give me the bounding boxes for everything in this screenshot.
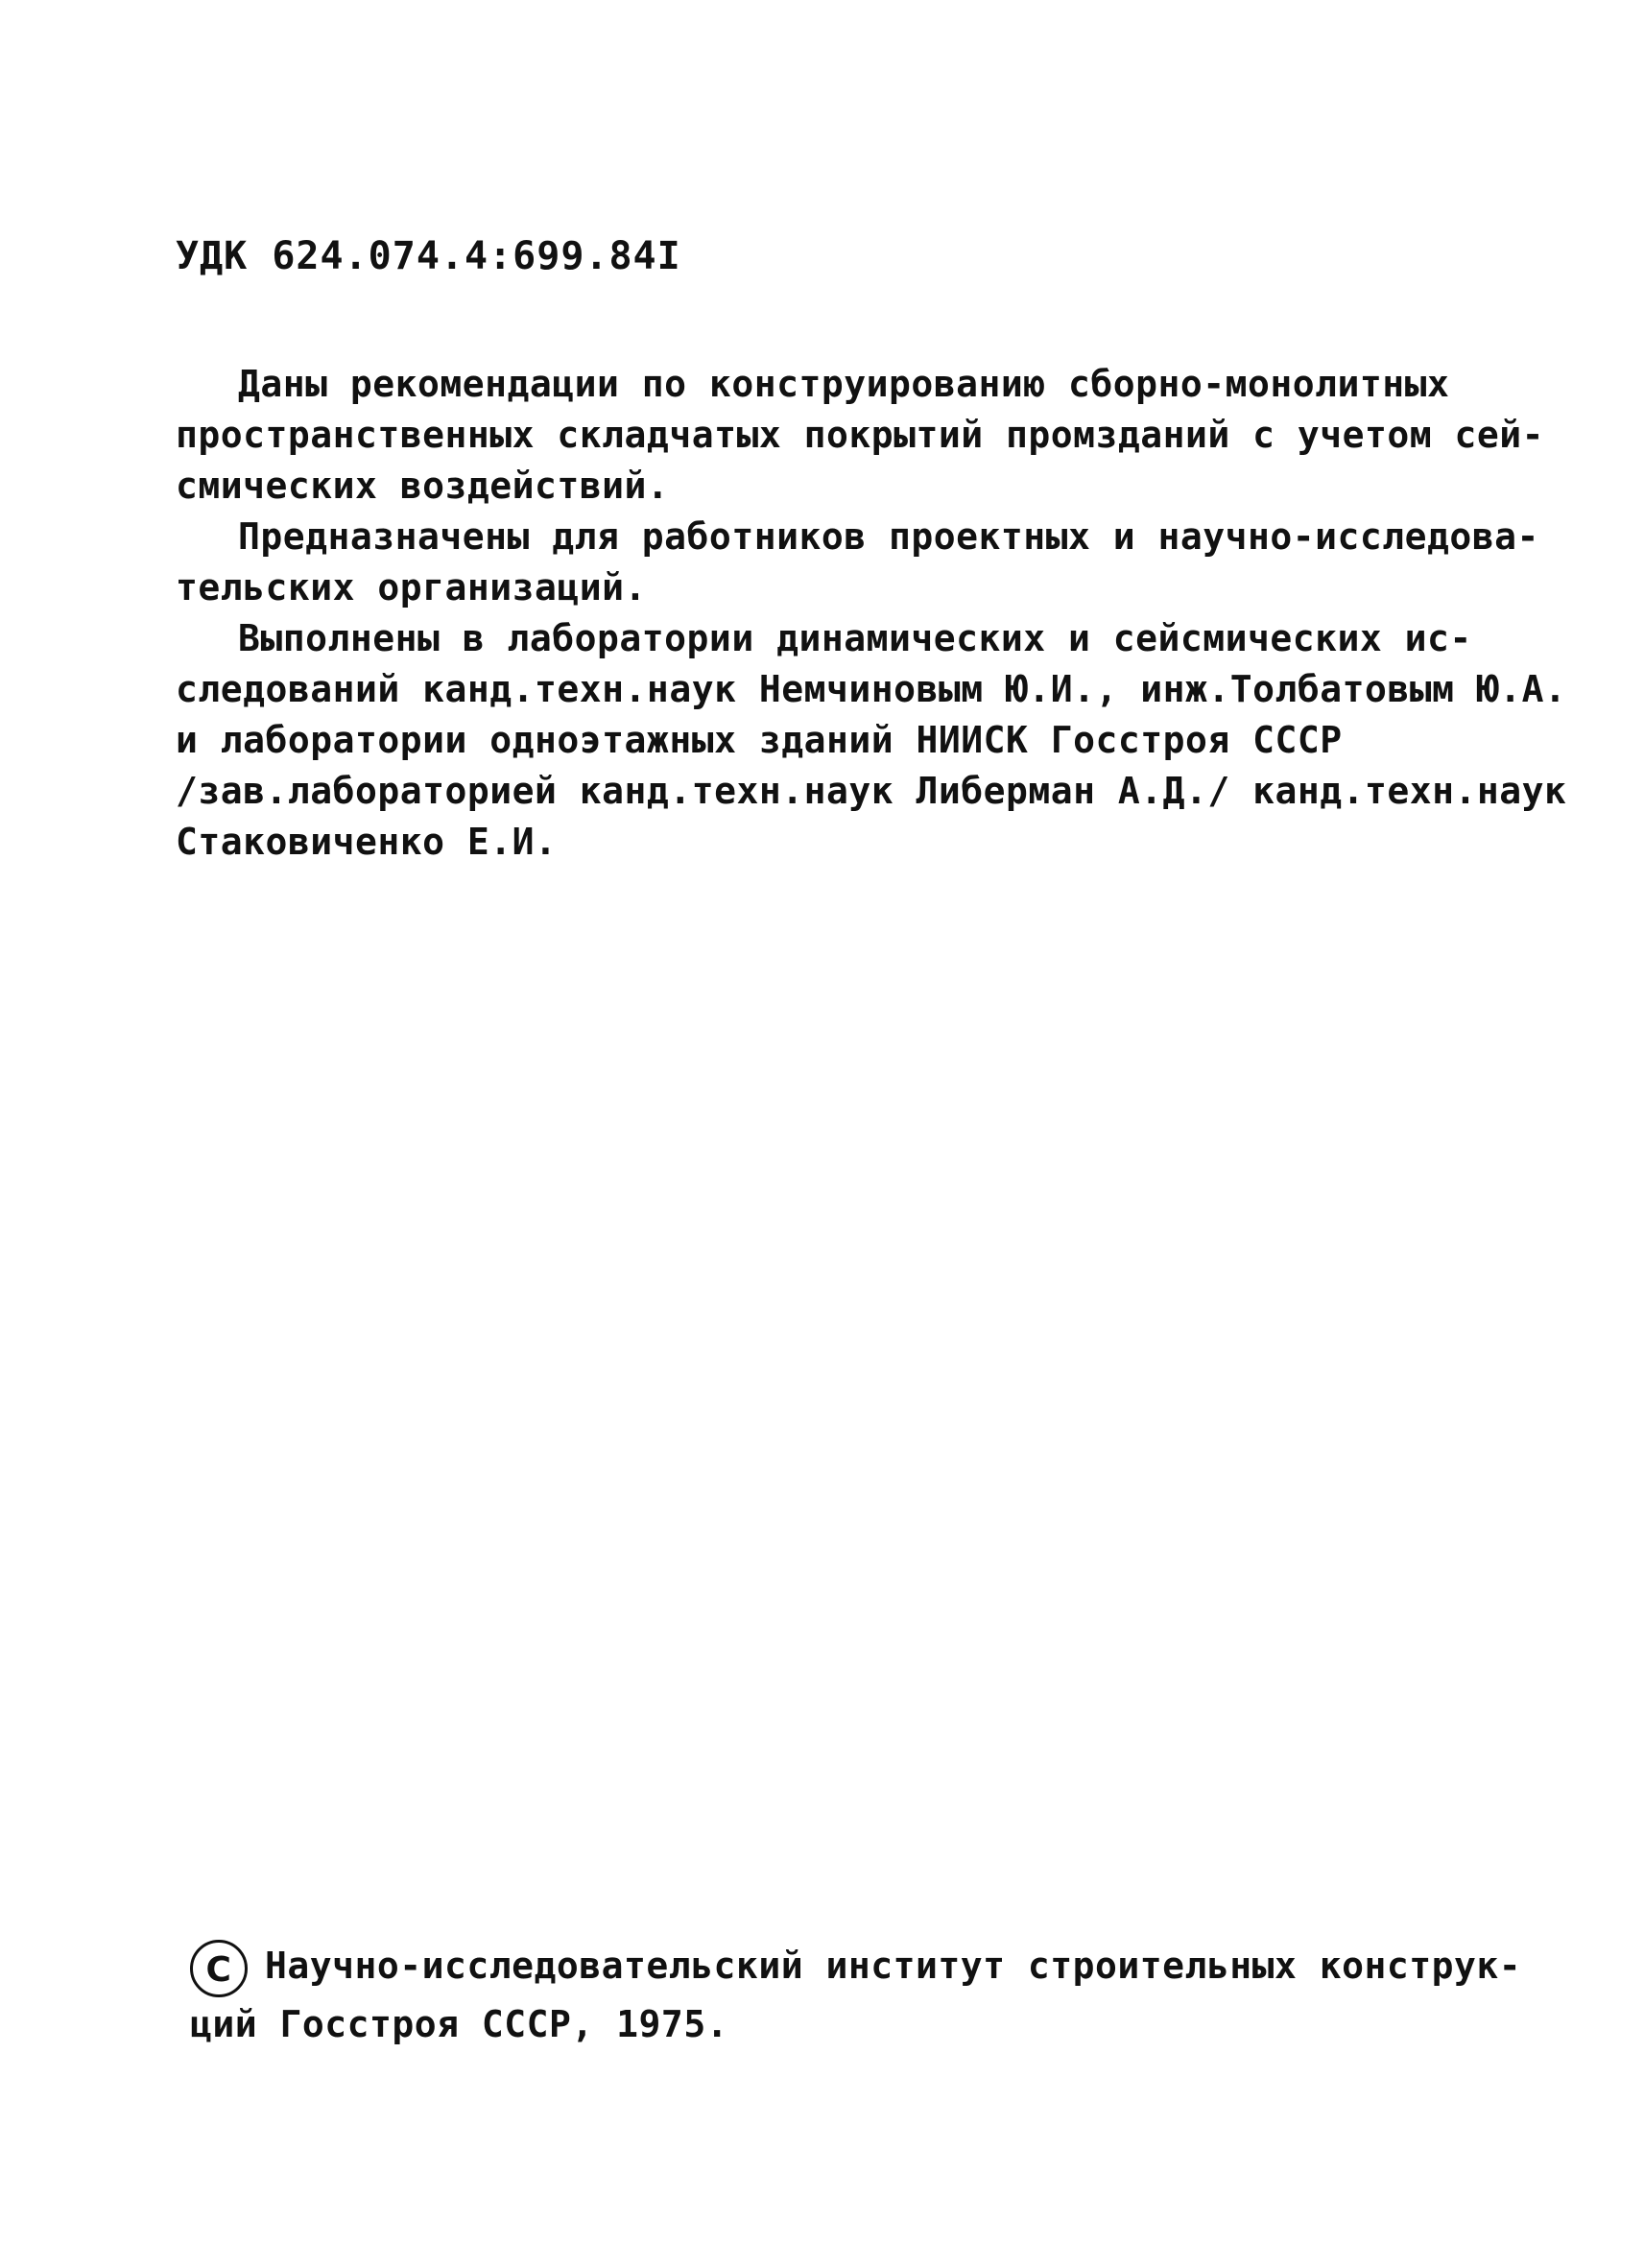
copyright-line: Научно-исследовательский институт строительных конструк- <box>265 1945 1522 1987</box>
abstract-line: тельских организаций. <box>176 566 647 609</box>
abstract-line: Предназначены для работников проектных и научно-исследова- <box>238 515 1539 558</box>
abstract-line: Стаковиченко Е.И. <box>176 821 558 863</box>
abstract-line: смических воздействий. <box>176 465 670 507</box>
abstract-line: Даны рекомендации по конструированию сборно-монолитных <box>238 363 1450 405</box>
copyright-icon: С <box>190 1940 248 1997</box>
abstract-line: и лаборатории одноэтажных зданий НИИСК Госстроя СССР <box>176 719 1343 761</box>
abstract-line: /зав.лабораторией канд.техн.наук Либерман А.Д./ канд.техн.наук <box>176 770 1567 812</box>
abstract-line: пространственных складчатых покрытий промзданий с учетом сей- <box>176 414 1545 456</box>
copyright-notice <box>190 1939 1522 2052</box>
copyright-line: ций Госстроя СССР, 1975. <box>190 2002 729 2045</box>
abstract-line: Выполнены в лаборатории динамических и сейсмических ис- <box>238 617 1472 659</box>
udk-code: УДК 624.074.4:699.84I <box>176 234 681 278</box>
abstract-line: следований канд.техн.наук Немчиновым Ю.И., инж.Толбатовым Ю.А. <box>176 668 1567 710</box>
abstract-text <box>176 359 1567 868</box>
